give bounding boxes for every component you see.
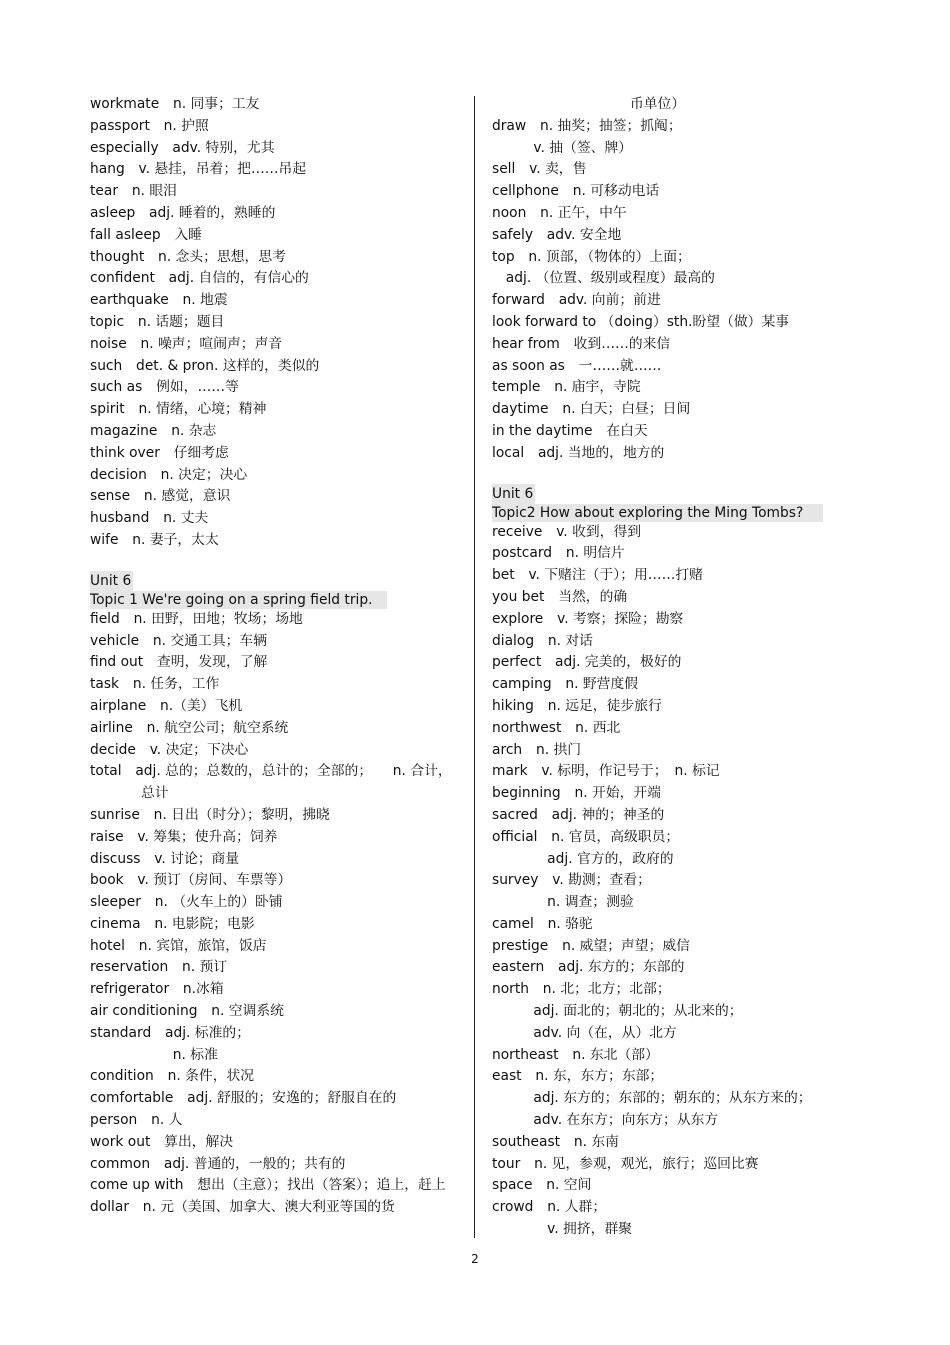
vocab-entry: decision n. 决定；决心 bbox=[90, 466, 248, 483]
vocab-entry: decide v. 决定；下决心 bbox=[90, 741, 249, 758]
vocab-entry: hear from 收到……的来信 bbox=[492, 335, 671, 352]
page-number: 2 bbox=[471, 1252, 479, 1266]
vocab-entry: forward adv. 向前；前进 bbox=[492, 292, 661, 309]
vocab-entry: discuss v. 讨论；商量 bbox=[90, 850, 240, 867]
vocab-entry: refrigerator n.冰箱 bbox=[90, 981, 224, 998]
vocab-entry: sacred adj. 神的；神圣的 bbox=[492, 806, 665, 823]
vocab-entry: especially adv. 特别，尤其 bbox=[90, 139, 275, 156]
vocab-entry: east n. 东，东方；东部； bbox=[492, 1068, 664, 1085]
section-gap bbox=[90, 552, 460, 570]
vocab-entry: vehicle n. 交通工具；车辆 bbox=[90, 632, 268, 649]
vocab-entry: n. 标准 bbox=[90, 1046, 218, 1063]
vocab-entry: postcard n. 明信片 bbox=[492, 545, 625, 562]
vocab-entry: perfect adj. 完美的，极好的 bbox=[492, 654, 682, 671]
vocab-entry: thought n. 念头；思想，思考 bbox=[90, 248, 286, 265]
left-vocab-list bbox=[90, 94, 460, 552]
vocab-entry: tear n. 眼泪 bbox=[90, 183, 177, 200]
vocab-entry: you bet 当然，的确 bbox=[492, 588, 628, 605]
vocab-entry: as soon as 一……就…… bbox=[492, 357, 662, 374]
vocab-entry: receive v. 收到，得到 bbox=[492, 523, 642, 540]
unit-label: Unit 6 bbox=[90, 572, 132, 589]
right-vocab-list bbox=[492, 94, 837, 465]
vocab-entry: noise n. 噪声；喧闹声；声音 bbox=[90, 335, 283, 352]
vocab-entry: top n. 顶部，（物体的）上面； bbox=[492, 248, 691, 265]
vocab-entry: look forward to （doing）sth.盼望（做）某事 bbox=[492, 313, 790, 330]
vocab-entry: prestige n. 威望；声望；威信 bbox=[492, 937, 690, 954]
right-column bbox=[492, 94, 837, 1241]
vocab-entry: local adj. 当地的，地方的 bbox=[492, 444, 665, 461]
vocab-entry: crowd n. 人群； bbox=[492, 1199, 607, 1216]
vocab-entry: space n. 空间 bbox=[492, 1177, 592, 1194]
vocab-entry: raise v. 筹集；使升高；饲养 bbox=[90, 828, 278, 845]
unit-label: Unit 6 bbox=[492, 485, 534, 502]
vocab-entry: common adj. 普通的，一般的；共有的 bbox=[90, 1155, 346, 1172]
topic-heading: Topic2 How about exploring the Ming Tombs? bbox=[492, 504, 823, 522]
vocab-entry: hiking n. 远足，徒步旅行 bbox=[492, 697, 662, 714]
vocab-entry: air conditioning n. 空调系统 bbox=[90, 1003, 284, 1020]
left-column bbox=[90, 94, 460, 1219]
vocab-entry: 币单位） bbox=[492, 96, 686, 112]
vocab-entry: tour n. 见，参观，观光，旅行；巡回比赛 bbox=[492, 1155, 759, 1172]
vocab-entry: eastern adj. 东方的；东部的 bbox=[492, 959, 685, 976]
vocab-entry: adj. 东方的；东部的；朝东的；从东方来的； bbox=[492, 1090, 812, 1107]
vocab-entry: hang v. 悬挂，吊着；把……吊起 bbox=[90, 161, 307, 178]
vocab-entry: noon n. 正午，中午 bbox=[492, 204, 627, 221]
unit-heading bbox=[492, 483, 837, 504]
vocab-entry: condition n. 条件，状况 bbox=[90, 1068, 255, 1085]
vocab-entry: come up with 想出（主意）；找出（答案）；追上，赶上 bbox=[90, 1177, 446, 1194]
vocab-entry: husband n. 丈夫 bbox=[90, 510, 209, 527]
vocab-entry: v. 拥挤，群聚 bbox=[492, 1221, 633, 1238]
vocab-entry: spirit n. 情绪，心境；精神 bbox=[90, 401, 267, 418]
vocab-entry: think over 仔细考虑 bbox=[90, 444, 229, 461]
vocab-entry: n. 调查；测验 bbox=[492, 894, 634, 911]
vocab-entry: earthquake n. 地震 bbox=[90, 292, 228, 309]
vocab-entry: fall asleep 入睡 bbox=[90, 226, 202, 243]
vocab-entry: daytime n. 白天；白昼；日间 bbox=[492, 401, 691, 418]
vocab-entry: southeast n. 东南 bbox=[492, 1133, 619, 1150]
vocab-entry: field n. 田野，田地；牧场；场地 bbox=[90, 610, 303, 627]
vocab-entry: magazine n. 杂志 bbox=[90, 422, 217, 439]
vocab-entry: workmate n. 同事；工友 bbox=[90, 96, 260, 112]
vocab-entry: topic n. 话题；题目 bbox=[90, 313, 225, 330]
vocab-entry: explore v. 考察；探险；勘察 bbox=[492, 610, 684, 627]
vocab-entry: work out 算出，解决 bbox=[90, 1133, 234, 1150]
vocab-entry: mark v. 标明，作记号于； n. 标记 bbox=[492, 763, 720, 780]
vocab-entry: beginning n. 开始，开端 bbox=[492, 785, 661, 802]
vocab-entry: official n. 官员，高级职员； bbox=[492, 828, 680, 845]
vocab-entry: in the daytime 在白天 bbox=[492, 422, 648, 439]
vocab-entry: hotel n. 宾馆，旅馆，饭店 bbox=[90, 937, 267, 954]
vocab-entry: north n. 北；北方；北部； bbox=[492, 981, 671, 998]
vocab-entry: dollar n. 元（美国、加拿大、澳大利亚等国的货 bbox=[90, 1199, 395, 1216]
vocab-entry: v. 抽（签、牌） bbox=[492, 139, 633, 156]
vocab-entry: find out 查明，发现，了解 bbox=[90, 654, 268, 671]
vocab-entry: adj. 官方的，政府的 bbox=[492, 850, 674, 867]
vocab-entry: arch n. 拱门 bbox=[492, 741, 582, 758]
vocab-entry: adv. 在东方；向东方；从东方 bbox=[492, 1112, 719, 1129]
vocab-entry: wife n. 妻子，太太 bbox=[90, 531, 219, 548]
vocab-entry: confident adj. 自信的，有信心的 bbox=[90, 270, 309, 287]
vocab-entry: draw n. 抽奖；抽签；抓阄； bbox=[492, 117, 682, 134]
vocab-entry: safely adv. 安全地 bbox=[492, 226, 622, 243]
vocab-entry: cinema n. 电影院；电影 bbox=[90, 915, 255, 932]
vocab-entry: such as 例如，……等 bbox=[90, 379, 239, 396]
vocab-entry: sell v. 卖，售 bbox=[492, 161, 587, 178]
vocab-entry: such det. & pron. 这样的，类似的 bbox=[90, 357, 320, 374]
vocab-entry: temple n. 庙宇，寺院 bbox=[492, 379, 641, 396]
section-gap bbox=[492, 465, 837, 483]
vocab-entry: camping n. 野营度假 bbox=[492, 676, 639, 693]
vocab-entry: comfortable adj. 舒服的；安逸的；舒服自在的 bbox=[90, 1090, 397, 1107]
vocab-entry: sunrise n. 日出（时分）；黎明，拂晓 bbox=[90, 806, 330, 823]
vocab-entry: northeast n. 东北（部） bbox=[492, 1046, 659, 1063]
vocab-entry: adj. （位置、级别或程度）最高的 bbox=[492, 270, 715, 287]
topic1-vocab-list bbox=[90, 609, 460, 1219]
vocab-entry: person n. 人 bbox=[90, 1112, 183, 1129]
vocab-entry: reservation n. 预订 bbox=[90, 959, 228, 976]
vocab-entry: camel n. 骆驼 bbox=[492, 915, 593, 932]
vocab-entry: dialog n. 对话 bbox=[492, 632, 593, 649]
vocab-entry: sense n. 感觉，意识 bbox=[90, 488, 231, 505]
vocab-entry: asleep adj. 睡着的，熟睡的 bbox=[90, 204, 276, 221]
vocab-entry: airplane n.（美）飞机 bbox=[90, 697, 243, 714]
column-divider bbox=[474, 96, 475, 1238]
vocab-entry: passport n. 护照 bbox=[90, 117, 209, 134]
topic2-vocab-list bbox=[492, 522, 837, 1241]
vocab-entry: book v. 预订（房间、车票等） bbox=[90, 872, 292, 889]
vocab-entry: total adj. 总的；总数的，总计的；全部的； n. 合计，总计 bbox=[90, 763, 452, 802]
vocab-entry: adj. 面北的；朝北的；从北来的； bbox=[492, 1003, 743, 1020]
vocab-entry: sleeper n. （火车上的）卧铺 bbox=[90, 894, 283, 911]
vocab-entry: standard adj. 标准的； bbox=[90, 1024, 250, 1041]
topic-heading: Topic 1 We're going on a spring field trip. bbox=[90, 591, 387, 609]
vocab-entry: cellphone n. 可移动电话 bbox=[492, 183, 660, 200]
vocab-entry: airline n. 航空公司；航空系统 bbox=[90, 719, 289, 736]
vocab-entry: survey v. 勘测；查看； bbox=[492, 872, 651, 889]
vocab-entry: task n. 任务，工作 bbox=[90, 676, 220, 693]
vocab-entry: adv. 向（在，从）北方 bbox=[492, 1024, 677, 1041]
unit-heading bbox=[90, 570, 460, 591]
vocab-entry: northwest n. 西北 bbox=[492, 719, 621, 736]
vocab-entry: bet v. 下赌注（于）；用……打赌 bbox=[492, 567, 703, 584]
